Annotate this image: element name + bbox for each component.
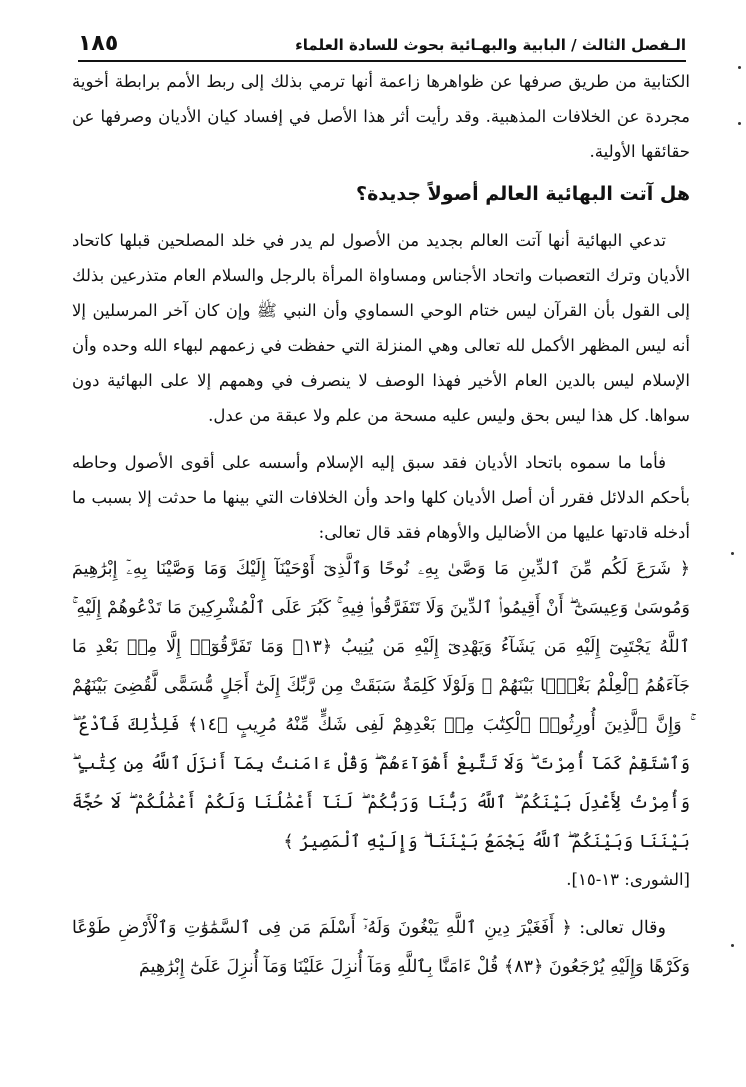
page-body xyxy=(72,64,690,987)
quran-verse-imran: ﴿ أَفَغَيْرَ دِينِ ٱللَّهِ يَبْغُونَ وَلَهُۥٓ أَسْلَمَ مَن فِى ٱلسَّمَٰوَٰتِ وَٱلْأَرْضِ طَوْعًا وَكَرْهًا وَإِلَيْهِ يُرْجَعُونَ ﴿٨٣﴾ قُلْ ءَامَنَّا بِٱللَّهِ وَمَآ أُنزِلَ عَلَيْنَا وَمَآ أُنزِلَ عَلَىٰٓ إِبْرَٰهِيمَ xyxy=(72,918,690,977)
quran-verse-shura: ﴿ شَرَعَ لَكُم مِّنَ ٱلدِّينِ مَا وَصَّىٰ بِهِۦ نُوحًا وَٱلَّذِىٓ أَوْحَيْنَآ إِلَيْكَ وَمَا وَصَّيْنَا بِهِۦٓ إِبْرَٰهِيمَ وَمُوسَىٰ وَعِيسَىٰٓ ۖ أَنْ أَقِيمُوا۟ ٱلدِّينَ وَلَا تَتَفَرَّقُوا۟ فِيهِ ۚ كَبُرَ عَلَى ٱلْمُشْرِكِينَ مَا تَدْعُوهُمْ إِلَيْهِ ۚ ٱللَّهُ يَجْتَبِىٓ إِلَيْهِ مَن يَشَآءُ وَيَهْدِىٓ إِلَيْهِ مَن يُنِيبُ ﴿١٣﴾ وَمَا تَفَرَّقُوٓا۟ إِلَّا مِنۢ بَعْدِ مَا جَآءَهُمُ ٱلْعِلْمُ بَغْيًۢا بَيْنَهُمْ ۚ وَلَوْلَا كَلِمَةٌ سَبَقَتْ مِن رَّبِّكَ إِلَىٰٓ أَجَلٍ مُّسَمًّى لَّقُضِىَ بَيْنَهُمْ ۚ وَإِنَّ ٱلَّذِينَ أُورِثُوا۟ ٱلْكِتَٰبَ مِنۢ بَعْدِهِمْ لَفِى شَكٍّ مِّنْهُ مُرِيبٍ ﴿١٤﴾ فَلِذَٰلِكَ فَٱدْعُ ۖ وَٱسْتَقِمْ كَمَآ أُمِرْتَ ۖ وَلَا تَتَّبِعْ أَهْوَآءَهُمْ ۖ وَقُلْ ءَامَنتُ بِمَآ أَنزَلَ ٱللَّهُ مِن كِتَٰبٍ ۖ وَأُمِرْتُ لِأَعْدِلَ بَيْنَكُمُ ۖ ٱللَّهُ رَبُّنَا وَرَبُّكُمْ ۖ لَنَآ أَعْمَٰلُنَا وَلَكُمْ أَعْمَٰلُكُمْ ۖ لَا حُجَّةَ بَيْنَنَا وَبَيْنَكُمُ ۖ ٱللَّهُ يَجْمَعُ بَيْنَنَا ۖ وَإِلَيْهِ ٱلْمَصِيرُ ﴾ xyxy=(72,559,691,852)
margin-mark xyxy=(738,122,741,125)
verse-citation: [الشورى: ١٣-١٥]. xyxy=(566,870,690,889)
paragraph-unity-of-religions: فأما ما سموه باتحاد الأديان فقد سبق إليه الإسلام وأسسه على أقوى الأصول وحاطه بأحكم الدلائل فقرر أن أصل الأديان كلها واحد وأن الخلافات التي بينها ما حدثت إلا بسبب ما أدخله قادتها عليها من الأضاليل والأوهام فقد قال تعالى: xyxy=(72,453,690,542)
margin-mark xyxy=(731,552,734,555)
paragraph-claims: تدعي البهائية أنها آتت العالم بجديد من الأصول لم يدر في خلد المصلحين قبلها كاتحاد الأديان وترك التعصبات واتحاد الأجناس ومساواة المرأة بالرجل والسلام العام متذرعين بذلك إلى القول بأن القرآن ليس ختام الوحي السماوي وأن النبي ﷺ وإن كان آخر المرسلين إلا أنه ليس المظهر الأكمل لله تعالى وهي المنزلة التي حفظت في زعمهم لبهاء الله وحده وأن الإسلام ليس بالدين العام الأخير فهذا الوصف لا ينصرف في وهمهم إلا على البهائية دون سواها. كل هذا ليس بحق وليس عليه مسحة من علم ولا عبقة من عدل. xyxy=(72,231,690,425)
verse-intro: وقال تعالى: xyxy=(579,918,666,938)
margin-mark xyxy=(738,66,741,69)
margin-mark xyxy=(731,944,734,947)
paragraph-imran xyxy=(72,909,690,987)
section-heading: هل آتت البهائية العالم أصولاً جديدة؟ xyxy=(356,183,690,205)
chapter-title: الـفصل الثالث / البابية والبهـائية بحوث للسادة العلماء xyxy=(295,36,686,54)
paragraph-intro: الكتابية من طريق صرفها عن ظواهرها زاعمة أنها ترمي بذلك إلى ربط الأمم برابطة أخوية مجردة عن الخلافات المذهبية. وقد رأيت أثر هذا الأصل في إفساد كيان الأديان وصرفها عن حقائقها الأولية. xyxy=(72,72,690,161)
page-number: ١٨٥ xyxy=(78,31,119,56)
running-header xyxy=(78,22,686,62)
